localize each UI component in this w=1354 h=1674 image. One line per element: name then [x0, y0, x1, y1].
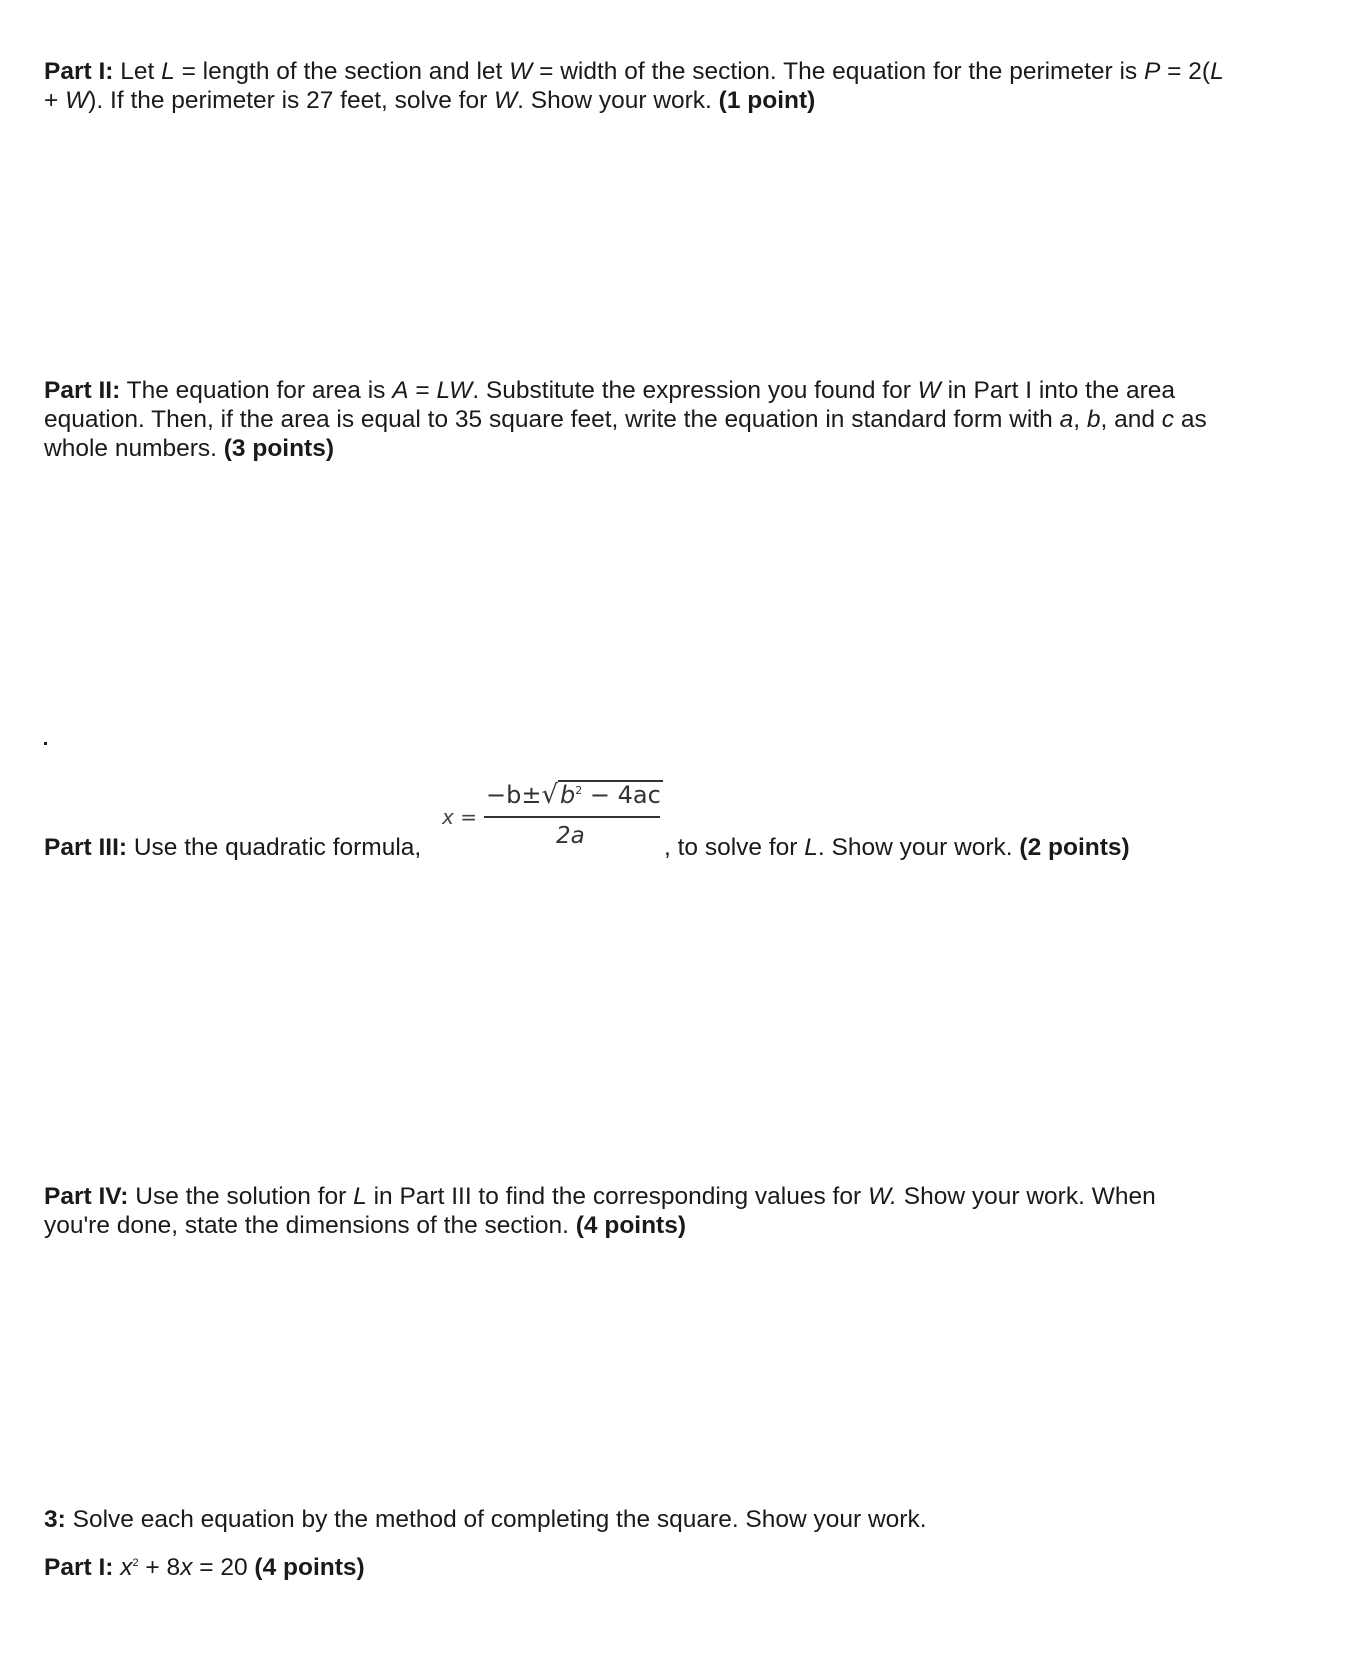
formula-lhs	[442, 803, 477, 832]
part-1-prompt	[44, 57, 1224, 115]
formula-eq: =	[453, 805, 477, 829]
variable: A	[392, 377, 409, 404]
part-3-trail	[664, 833, 1130, 862]
sqrt-icon: √	[541, 780, 559, 810]
variable: L	[161, 58, 175, 85]
part-label: Part I:	[44, 58, 114, 85]
text: Solve each equation by the method of completing the square. Show your work.	[65, 1506, 927, 1533]
variable: W.	[867, 1183, 897, 1210]
text: =	[408, 377, 437, 404]
part-2-prompt	[44, 376, 1224, 463]
text: The equation for area is	[120, 377, 393, 404]
points: (4 points)	[254, 1554, 365, 1581]
text: = 2(	[1160, 58, 1211, 85]
variable: W	[509, 58, 533, 85]
text: Use the solution for	[128, 1183, 354, 1210]
part-3-lead	[44, 833, 421, 862]
part-4-prompt	[44, 1182, 1224, 1240]
text: Show your work. When you're done, state the dimensions of the section.	[44, 1183, 1156, 1239]
text: , to solve for	[664, 834, 805, 861]
text: Use the quadratic formula,	[127, 834, 422, 861]
part-label: Part IV:	[44, 1183, 129, 1210]
variable: P	[1144, 58, 1161, 85]
stray-dot	[44, 742, 47, 745]
question-label: 3:	[44, 1506, 66, 1533]
part-label: Part I:	[44, 1554, 114, 1581]
variable: LW	[436, 377, 473, 404]
variable: c	[1161, 406, 1175, 433]
text: = length of the section and let	[174, 58, 510, 85]
variable: W	[65, 87, 89, 114]
text: , and	[1100, 406, 1162, 433]
radicand-b: b	[560, 781, 576, 809]
formula-denominator: 2a	[556, 823, 585, 849]
text: + 8	[138, 1554, 181, 1581]
text: in Part I into the area equation. Then, if the area is equal to 35 square feet, write the equation in standard form with	[44, 377, 1176, 433]
fraction-bar	[484, 816, 660, 818]
formula-num-a: −b±	[486, 781, 542, 809]
question-3-heading	[44, 1505, 1224, 1534]
question-3-part-1	[44, 1553, 1224, 1582]
radicand-rest: − 4ac	[582, 781, 661, 809]
formula-var: x	[442, 805, 454, 829]
variable: L	[353, 1183, 367, 1210]
text: . Show your work.	[817, 834, 1020, 861]
text: = width of the section. The equation for the perimeter is	[532, 58, 1144, 85]
variable: x	[120, 1554, 133, 1581]
variable: W	[494, 87, 518, 114]
text: . Substitute the expression you found for	[472, 377, 918, 404]
points: (3 points)	[223, 435, 335, 462]
text: Let	[113, 58, 162, 85]
formula-numerator	[486, 780, 663, 810]
variable: b	[1086, 406, 1101, 433]
text: in Part III to find the corresponding values for	[366, 1183, 868, 1210]
part-label: Part III:	[44, 834, 128, 861]
radicand-exp: 2	[575, 784, 583, 797]
exponent: 2	[132, 1556, 139, 1569]
text: . Show your work.	[517, 87, 719, 114]
quadratic-formula	[440, 780, 662, 854]
text: ,	[1073, 406, 1087, 433]
variable: W	[917, 377, 941, 404]
variable: a	[1059, 406, 1074, 433]
text: as whole numbers.	[44, 406, 1207, 462]
variable: L	[1210, 58, 1224, 85]
radicand	[558, 780, 663, 808]
points: (1 point)	[718, 87, 816, 114]
text: = 20	[192, 1554, 255, 1581]
variable: x	[180, 1554, 193, 1581]
points: (4 points)	[575, 1212, 687, 1239]
points: (2 points)	[1019, 834, 1130, 861]
variable: L	[804, 834, 818, 861]
part-label: Part II:	[44, 377, 121, 404]
text: ). If the perimeter is 27 feet, solve for	[88, 87, 495, 114]
text: +	[44, 87, 66, 114]
